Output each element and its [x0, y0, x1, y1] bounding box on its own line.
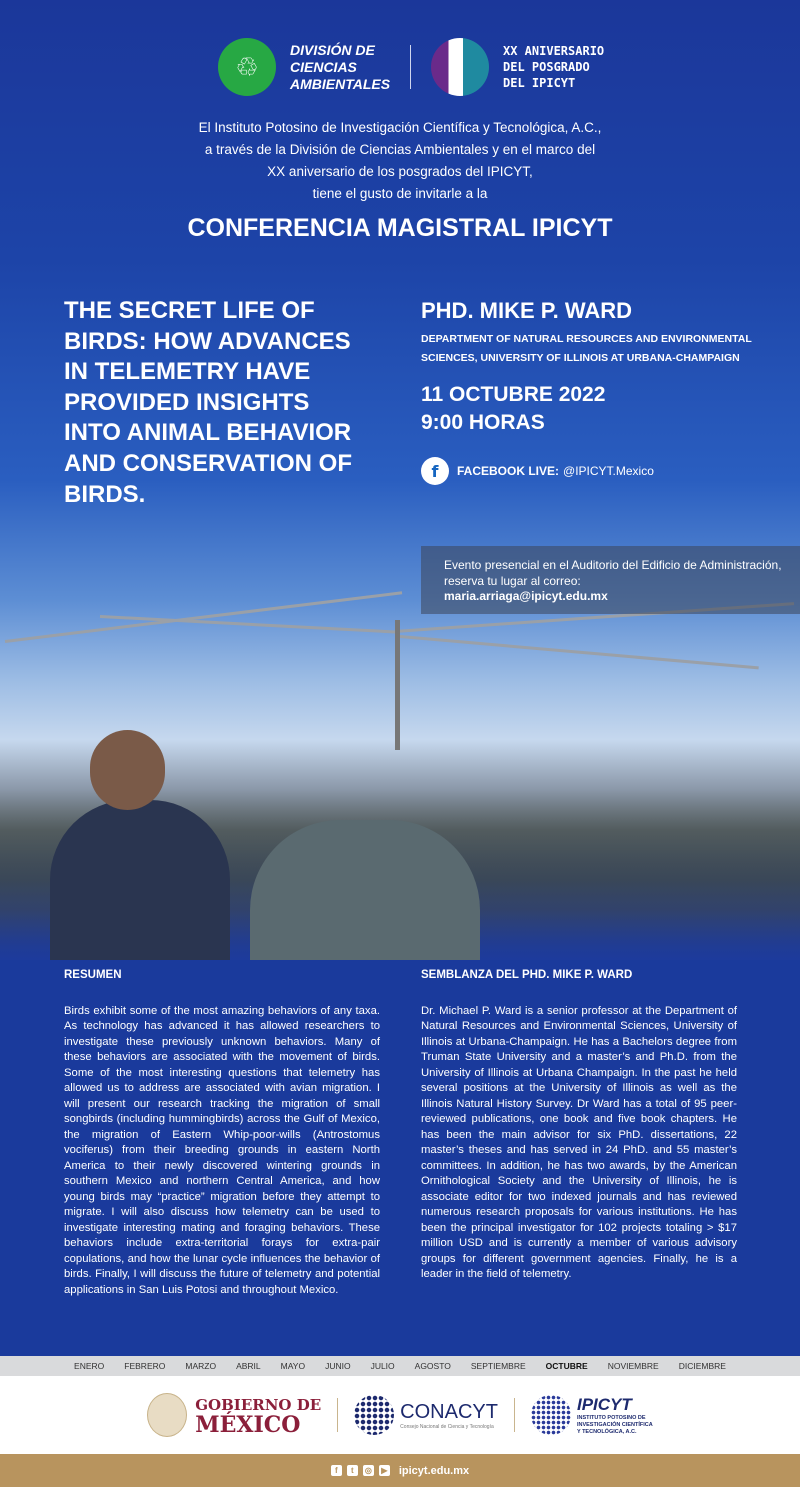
semblanza-body: Dr. Michael P. Ward is a senior professor at the Department of Natural Resources and Environmental Sciences, University of Illinois at Urbana-Champaign. He has a Bachelors degree from Truman State University and a master’s and Ph.D. from the University of Illinois at Urbana Champaign. In the past he held several positions at the University of Illinois as well as the Illinois Natural History Survey. Dr Ward has a total of 95 peer-reviewed publications, one book and five book chapters. He has been the main advisor for six PhD. dissertations, 22 master’s theses and has served in 24 PhD. and 55 master’s committees. In addition, he has two awards, by the American Ornithological Society and the University of Illinois, he is associate editor for two indexed journals and has reviewed numerous research proposals for various institutions. He has been the principal investigator for 102 projects totaling > $17 million USD and is currently a member of various advisory groups for different government agencies. Finally, he is a leader in the field of telemetry.: [421, 1004, 737, 1280]
month-mayo[interactable]: MAYO: [280, 1361, 306, 1371]
facebook-handle[interactable]: @IPICYT.Mexico: [563, 464, 654, 478]
resumen-heading: RESUMEN: [64, 969, 122, 981]
intro-line: El Instituto Potosino de Investigación Científica y Tecnológica, A.C.,: [198, 120, 602, 135]
conacyt-logo: [354, 1395, 498, 1435]
intro-line: tiene el gusto de invitarle a la: [312, 186, 488, 201]
talk-title: THE SECRET LIFE OF BIRDS: HOW ADVANCES IN TELEMETRY HAVE PROVIDED INSIGHTS INTO ANIMAL BEHAVIOR AND CONSERVATION OF BIRDS.: [64, 297, 353, 508]
month-junio[interactable]: JUNIO: [325, 1361, 351, 1371]
ipicyt-sub-line: Y TECNOLÓGICA, A.C.: [576, 1428, 637, 1435]
month-abril[interactable]: ABRIL: [236, 1361, 261, 1371]
divider: [410, 45, 411, 89]
division-line: CIENCIAS: [290, 58, 357, 75]
sponsor-logos: [0, 1376, 800, 1454]
month-septiembre[interactable]: SEPTIEMBRE: [470, 1361, 526, 1371]
ipicyt-name: IPICYT: [576, 1394, 632, 1414]
conference-title: CONFERENCIA MAGISTRAL IPICYT: [187, 214, 613, 242]
environment-logo-icon: ♲: [218, 38, 276, 96]
gob-line: MÉXICO: [195, 1412, 301, 1438]
ipicyt-sub-line: INVESTIGACIÓN CIENTÍFICA: [576, 1421, 653, 1428]
division-line: DIVISIÓN DE: [290, 41, 375, 58]
facebook-label: FACEBOOK LIVE:: [457, 464, 560, 478]
ipicyt-anniversary-logo-icon: [431, 38, 489, 96]
speaker-info: [421, 298, 781, 485]
event-date: 11 OCTUBRE 2022: [421, 383, 606, 406]
division-line: AMBIENTALES: [290, 75, 391, 92]
conacyt-name: CONACYT: [400, 1400, 498, 1423]
gob-line: GOBIERNO DE: [195, 1396, 322, 1414]
venue-box: [421, 546, 800, 614]
month-enero[interactable]: ENERO: [74, 1361, 105, 1371]
anniversary-line: XX ANIVERSARIO: [503, 44, 605, 58]
facebook-icon[interactable]: f: [331, 1465, 342, 1476]
month-julio[interactable]: JULIO: [370, 1361, 395, 1371]
resumen-section: [64, 968, 380, 1298]
month-marzo[interactable]: MARZO: [185, 1361, 217, 1371]
divider: [514, 1398, 515, 1432]
facebook-live[interactable]: [421, 457, 781, 485]
ipicyt-swirl-icon: [531, 1395, 571, 1435]
month-noviembre[interactable]: NOVIEMBRE: [607, 1361, 659, 1371]
month-agosto[interactable]: AGOSTO: [414, 1361, 451, 1371]
event-time: 9:00 HORAS: [421, 411, 545, 434]
conacyt-sub: Consejo Nacional de Ciencia y Tecnología: [400, 1423, 494, 1430]
intro-text: [0, 117, 800, 205]
intro-line: XX aniversario de los posgrados del IPICYT,: [267, 164, 533, 179]
speaker-name: PHD. MIKE P. WARD: [421, 298, 633, 323]
venue-email[interactable]: maria.arriaga@ipicyt.edu.mx: [444, 589, 608, 603]
divider: [337, 1398, 338, 1432]
anniversary-line: DEL IPICYT: [503, 76, 576, 90]
speaker-department: DEPARTMENT OF NATURAL RESOURCES AND ENVIRONMENTAL SCIENCES, UNIVERSITY OF ILLINOIS AT URBANA-CHAMPAIGN: [421, 333, 752, 364]
instagram-icon[interactable]: ◎: [363, 1465, 374, 1476]
ipicyt-sub-line: INSTITUTO POTOSINO DE: [576, 1414, 646, 1421]
division-name: [290, 42, 390, 93]
anniversary-line: DEL POSGRADO: [503, 60, 590, 74]
resumen-body: Birds exhibit some of the most amazing behaviors of any taxa. As technology has advanced it has allowed researchers to investigate these previously unknown behaviors. Many of these behaviors are associated with the movement of birds. Some of the most interesting questions that telemetry has allowed us to address are associated with avian migration. I will present our research tracking the migration of small songbirds (including hummingbirds) across the Gulf of Mexico, the migration of Eastern Whip-poor-wills (Antrostomus vociferus) from their breeding grounds in eastern North America to their newly discovered wintering grounds in southern Mexico and northern Central America, and how young birds may “practice” migration before they attempt to migrate. I will also discuss how telemetry can be used to investigate interesting mating and foraging behaviors. These behaviors include extra-territorial forays for extra-pair copulations, and how the lunar cycle influences the behavior of birds. Finally, I will discuss the future of telemetry and potential applications in San Luis Potosi and throughout Mexico.: [64, 1004, 380, 1296]
mexico-seal-icon: [147, 1393, 187, 1437]
venue-text: Evento presencial en el Auditorio del Edificio de Administración, reserva tu lugar al correo:: [444, 558, 782, 588]
footer: [0, 1454, 800, 1487]
month-febrero[interactable]: FEBRERO: [124, 1361, 166, 1371]
website-link[interactable]: ipicyt.edu.mx: [398, 1464, 470, 1477]
gobierno-mexico-logo: [147, 1393, 321, 1437]
month-diciembre[interactable]: DICIEMBRE: [678, 1361, 726, 1371]
intro-line: a través de la División de Ciencias Ambientales y en el marco del: [204, 142, 596, 157]
semblanza-section: [421, 968, 737, 1283]
youtube-icon[interactable]: ▶: [379, 1465, 390, 1476]
twitter-icon[interactable]: t: [347, 1465, 358, 1476]
months-bar: [0, 1356, 800, 1376]
header-logos: [218, 38, 604, 96]
ipicyt-logo: [531, 1395, 653, 1436]
month-octubre[interactable]: OCTUBRE: [545, 1361, 588, 1371]
semblanza-heading: SEMBLANZA DEL PHD. MIKE P. WARD: [421, 969, 633, 981]
anniversary-text: [503, 43, 604, 91]
facebook-icon: f: [421, 457, 449, 485]
conacyt-dots-icon: [354, 1395, 394, 1435]
